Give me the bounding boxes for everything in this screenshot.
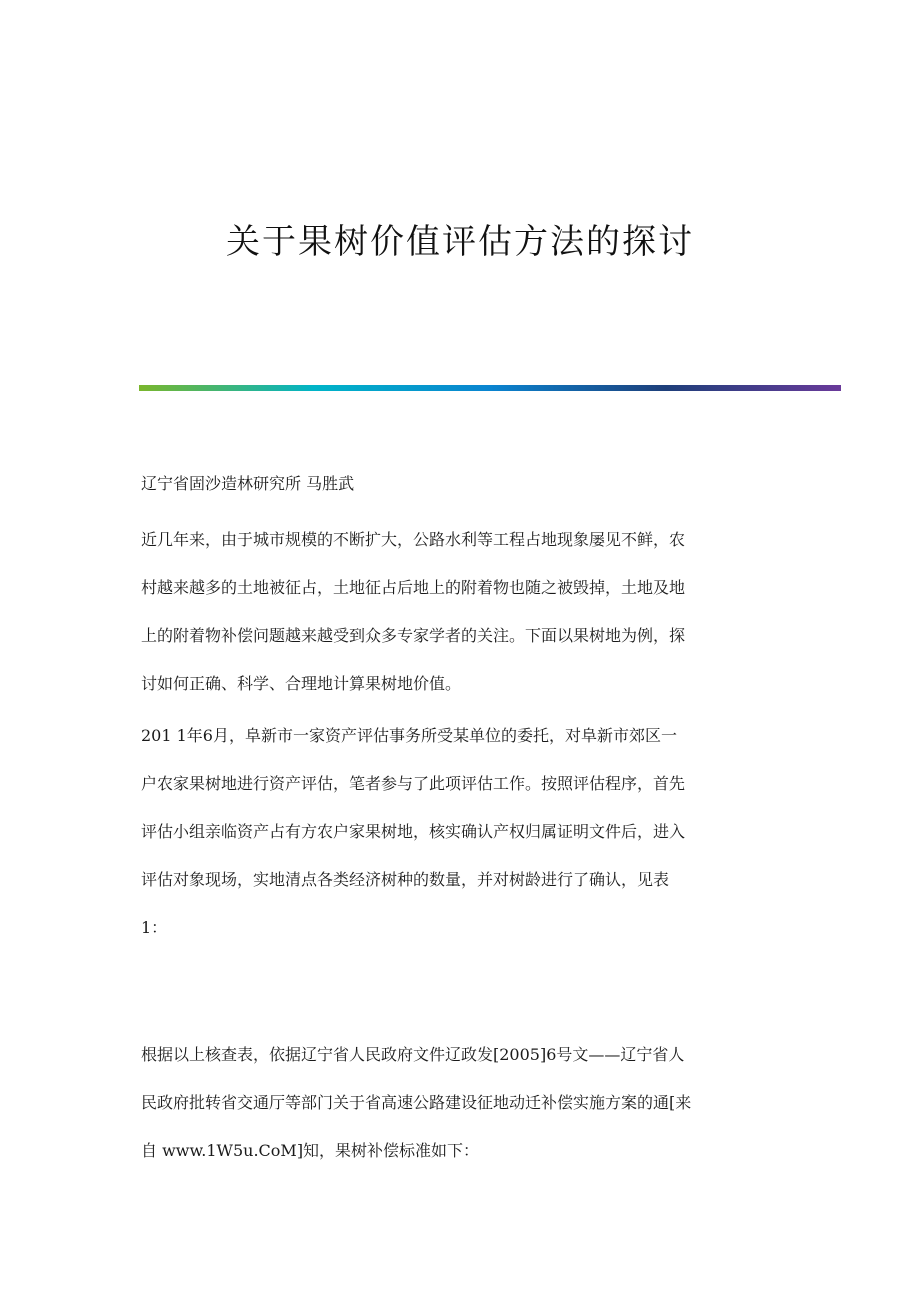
gradient-divider: [139, 385, 841, 391]
paragraph-line: 根据以上核查表，依据辽宁省人民政府文件辽政发[2005]6号文——辽宁省人: [141, 1045, 685, 1064]
paragraph-line: 自 www.1W5u.CoM]知，果树补偿标准如下：: [141, 1141, 480, 1160]
paragraph-line: 户农家果树地进行资产评估，笔者参与了此项评估工作。按照评估程序，首先: [141, 774, 686, 793]
document-title: 关于果树价值评估方法的探讨: [226, 222, 694, 262]
author-line: 辽宁省固沙造林研究所 马胜武: [141, 474, 355, 493]
paragraph-line: 上的附着物补偿问题越来越受到众多专家学者的关注。下面以果树地为例，探: [141, 626, 686, 645]
paragraph-line: 讨如何正确、科学、合理地计算果树地价值。: [141, 674, 462, 693]
paragraph-line: 评估小组亲临资产占有方农户家果树地，核实确认产权归属证明文件后，进入: [141, 822, 686, 841]
paragraph-line: 近几年来，由于城市规模的不断扩大，公路水利等工程占地现象屡见不鲜，农: [141, 530, 686, 549]
paragraph-line: 村越来越多的土地被征占，土地征占后地上的附着物也随之被毁掉，土地及地: [141, 578, 686, 597]
paragraph-line: 民政府批转省交通厅等部门关于省高速公路建设征地动迁补偿实施方案的通[来: [141, 1093, 692, 1112]
paragraph-line: 201 1年6月，阜新市一家资产评估事务所受某单位的委托，对阜新市郊区一: [141, 726, 677, 745]
paragraph-line: 1：: [141, 918, 168, 937]
paragraph-line: 评估对象现场，实地清点各类经济树种的数量，并对树龄进行了确认，见表: [141, 870, 670, 889]
